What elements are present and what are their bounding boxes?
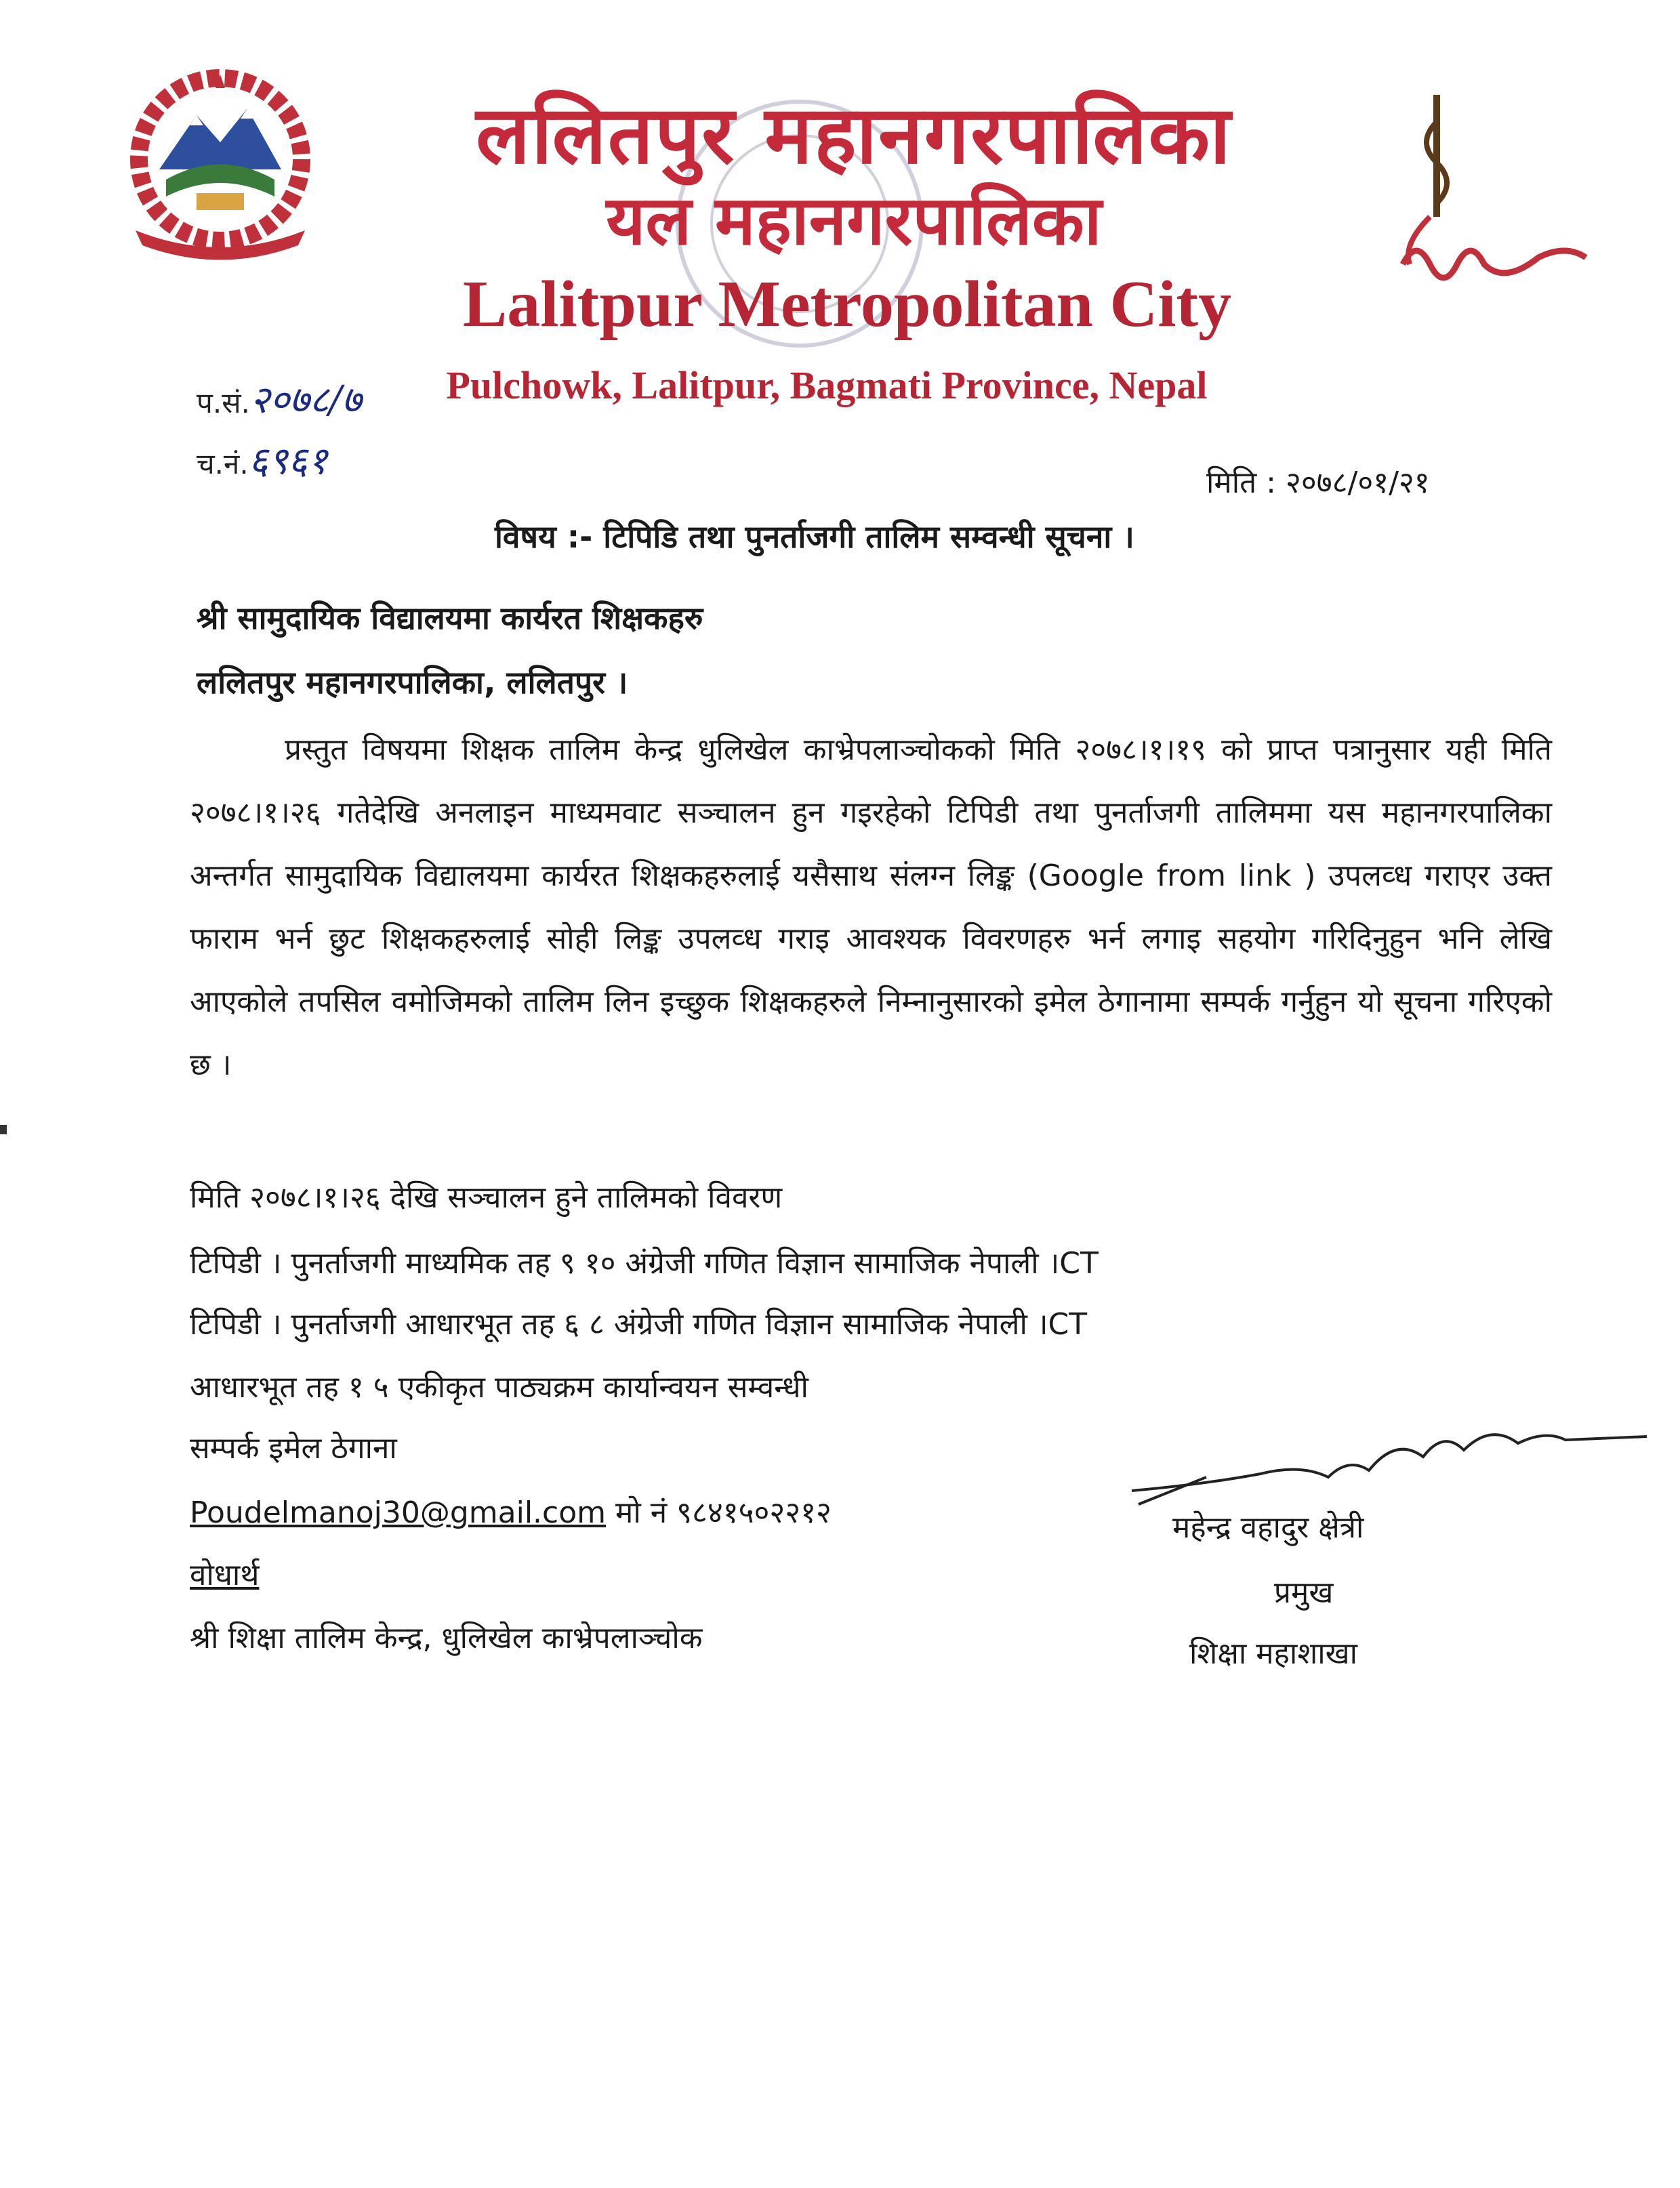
contact-row bbox=[190, 1491, 832, 1531]
nepal-emblem-logo bbox=[108, 68, 332, 264]
signatory-name: महेन्द्र वहादुर क्षेत्री bbox=[1172, 1510, 1364, 1545]
contact-email-label: सम्पर्क इमेल ठेगाना bbox=[190, 1431, 397, 1466]
addressee-line-1: श्री सामुदायिक विद्यालयमा कार्यरत शिक्षकहरु bbox=[197, 600, 703, 636]
training-details-heading: मिति २०७८।१।२६ देखि सञ्चालन हुने तालिमको विवरण bbox=[190, 1180, 783, 1215]
contact-mobile: मो नं ९८४१५०२२१२ bbox=[615, 1495, 832, 1530]
cc-label: वोधार्थ bbox=[190, 1558, 260, 1592]
chalani-number-label: च.नं. bbox=[197, 447, 249, 480]
handwritten-signature bbox=[1125, 1409, 1654, 1518]
letterhead-title-newari: यल महानगरपालिका bbox=[606, 180, 1102, 260]
training-item-basic: टिपिडी । पुनर्ताजगी आधारभूत तह ६ ८ अंग्रेजी गणित विज्ञान सामाजिक नेपाली ।CT bbox=[190, 1307, 1088, 1342]
letterhead-title-nepali: ललितपुर महानगरपालिका bbox=[476, 87, 1232, 182]
letter-date: मिति : २०७८/०१/२१ bbox=[1206, 466, 1430, 500]
addressee-line-2: ललितपुर महानगरपालिका, ललितपुर । bbox=[197, 664, 628, 701]
letter-subject: विषय :- टिपिडि तथा पुनर्ताजगी तालिम सम्वन्धी सूचना । bbox=[495, 518, 1134, 555]
letterhead-address: Pulchowk, Lalitpur, Bagmati Province, Nepal bbox=[446, 363, 1208, 407]
reference-patra-sankhya bbox=[197, 373, 361, 424]
patra-sankhya-label: प.सं. bbox=[197, 386, 250, 419]
city-calligraphy-logo bbox=[1389, 81, 1593, 298]
letter-body: प्रस्तुत विषयमा शिक्षक तालिम केन्द्र धुलिखेल काभ्रेपलाञ्चोकको मिति २०७८।१।१९ को प्राप्त पत्रानुसार यही मिति २०७८।१।२६ गतेदेखि अनलाइन माध्यमवाट सञ्चालन हुन गइरहेको टिपिडी तथा पुनर्ताजगी तालिममा यस महानगरपालिका अन्तर्गत सामुदायिक विद्यालयमा कार्यरत शिक्षकहरुलाई यसैसाथ संलग्न लिङ्क (Google from link ) उपलव्ध गराएर उक्त फाराम भर्न छुट शिक्षकहरुलाई सोही लिङ्क उपलव्ध गराइ आवश्यक विवरणहरु भर्न लगाइ सहयोग गरिदिनुहुन भनि लेखि आएकोले तपसिल वमोजिमको तालिम लिन इच्छुक शिक्षकहरुले निम्नानुसारको इमेल ठेगानामा सम्पर्क गर्नुहुन यो सूचना गरिएको छ । bbox=[190, 732, 1552, 1082]
signatory-title: प्रमुख bbox=[1274, 1575, 1334, 1610]
cc-recipient: श्री शिक्षा तालिम केन्द्र, धुलिखेल काभ्रेपलाञ्चोक bbox=[190, 1621, 703, 1655]
training-item-secondary: टिपिडी । पुनर्ताजगी माध्यमिक तह ९ १० अंग्रेजी गणित विज्ञान सामाजिक नेपाली ।CT bbox=[190, 1246, 1099, 1281]
signatory-department: शिक्षा महाशाखा bbox=[1189, 1636, 1358, 1671]
contact-email-link[interactable]: Poudelmanoj30@gmail.com bbox=[190, 1495, 607, 1530]
reference-chalani-number bbox=[197, 434, 327, 485]
chalani-number-value: ६९६१ bbox=[248, 439, 328, 483]
training-item-integrated: आधारभूत तह १ ५ एकीकृत पाठ्यक्रम कार्यान्वयन सम्वन्धी bbox=[190, 1370, 808, 1405]
patra-sankhya-value: २०७८/७ bbox=[249, 378, 362, 422]
scan-edge-mark bbox=[0, 1125, 7, 1134]
letterhead-title-english: Lalitpur Metropolitan City bbox=[462, 268, 1232, 341]
